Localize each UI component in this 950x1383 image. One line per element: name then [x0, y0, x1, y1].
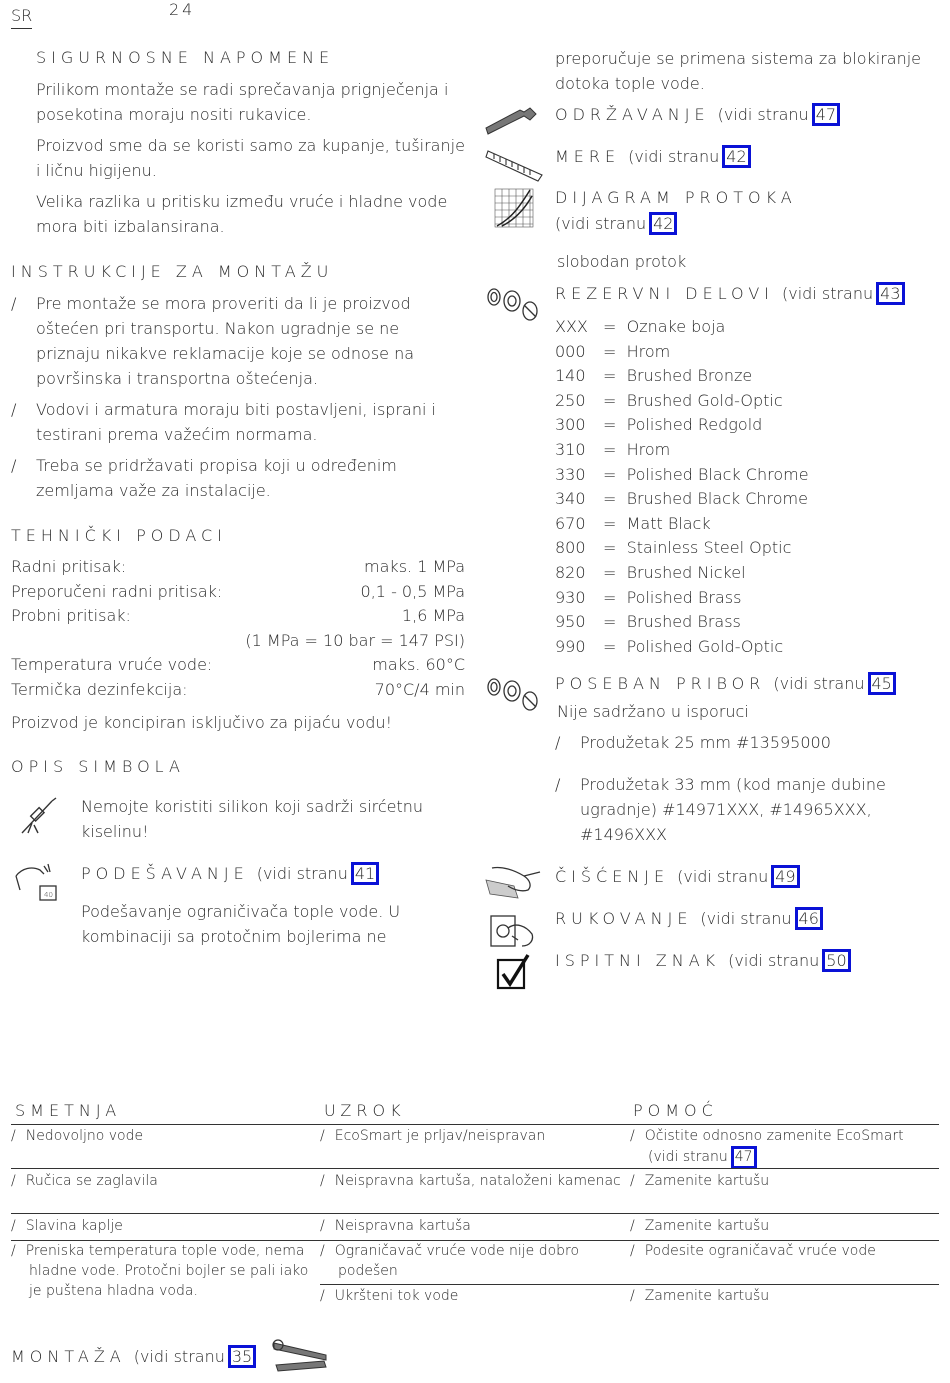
cause-cell: / Neispravna kartuša — [320, 1218, 471, 1234]
safety-list — [36, 77, 466, 239]
cause-cell: / Neispravna kartuša, nataloženi kamenac — [320, 1173, 621, 1189]
accessories-ref-text: (vidi stranu — [773, 674, 865, 693]
tech-label: Probni pritisak: — [11, 606, 131, 625]
fault-cell: / Slavina kaplje — [11, 1218, 123, 1234]
tech-row — [11, 580, 465, 605]
maintenance-page-link[interactable]: 47 — [812, 103, 840, 126]
cause-cell: / EcoSmart je prljav/neispravan — [320, 1128, 546, 1144]
adjust-text: Podešavanje ograničivača tople vode. U kombinaciji sa protočnim bojlerima ne — [81, 902, 401, 946]
tech-value: 70°C/4 min — [374, 679, 465, 699]
color-row: 950 = Brushed Brass — [555, 612, 741, 632]
flow-title: DIJAGRAM PROTOKA — [555, 188, 797, 207]
safety-item: Velika razlika u pritisku između vruće i hladne vode mora biti izbalansirana. — [36, 192, 448, 236]
column-header-fault: SMETNJA — [15, 1101, 122, 1120]
spare-parts-icon — [484, 283, 544, 323]
test-page-link[interactable]: 50 — [822, 949, 850, 972]
maintenance-heading — [555, 103, 840, 126]
handling-title: RUKOVANJE — [555, 909, 693, 928]
adjust-text-right — [555, 46, 925, 96]
maintenance-title: ODRŽAVANJE — [555, 105, 710, 124]
adjust-heading — [81, 862, 379, 885]
tech-value: maks. 1 MPa — [364, 557, 465, 576]
help-cell: / Zamenite kartušu — [630, 1288, 770, 1304]
tech-label: Temperatura vruće vode: — [11, 655, 213, 674]
help-cell: / Zamenite kartušu — [630, 1218, 770, 1234]
adjust-title: PODEŠAVANJE — [81, 864, 249, 883]
tech-row — [11, 678, 465, 703]
table-divider — [11, 1168, 939, 1169]
dimensions-heading — [555, 145, 751, 168]
silicone-gun-icon — [18, 797, 58, 837]
spare-page-link[interactable]: 43 — [876, 282, 904, 305]
handling-ref-text: (vidi stranu — [700, 909, 792, 928]
cleaning-heading — [555, 865, 800, 888]
flow-diagram-icon — [494, 188, 534, 228]
install-item: Pre montaže se mora proveriti da li je proizvod oštećen pri transportu. Nakon ugradnje se ne priznaju nikakve reklamacije koje se odnose na površinska i transportna oštećenja. — [36, 294, 415, 388]
color-row: 250 = Brushed Gold-Optic — [555, 390, 783, 410]
ruler-icon — [486, 145, 544, 181]
color-code-list — [555, 315, 915, 659]
handling-page-link[interactable]: 46 — [795, 907, 823, 930]
adjust-text-left — [81, 899, 426, 949]
tech-row — [11, 555, 465, 580]
help-cell: / Podesite ograničavač vruće vode — [630, 1243, 876, 1259]
flow-heading — [555, 187, 797, 236]
cleaning-hand-icon — [484, 862, 544, 902]
adjust-text-continued: preporučuje se primena sistema za blokiranje dotoka tople vode. — [555, 49, 922, 93]
svg-text:40: 40 — [44, 891, 53, 899]
table-divider — [11, 1213, 939, 1214]
language-code: SR — [11, 5, 32, 29]
color-row: 310 = Hrom — [555, 439, 671, 459]
install-list — [11, 291, 466, 503]
silicone-warning — [81, 794, 441, 844]
fault-cell: / Preniska temperatura tople vode, nema hladne vode. Protočni bojler se pali iako je puštena hladna voda. — [11, 1243, 309, 1299]
maintenance-ref-text: (vidi stranu — [717, 105, 809, 124]
accessories-icon — [484, 673, 544, 713]
accessories-subtitle: Nije sadržano u isporuci — [557, 702, 749, 721]
cleaning-title: ČIŠĆENJE — [555, 867, 670, 886]
slash-bullet: / — [555, 775, 561, 794]
slash-bullet: / — [11, 294, 17, 313]
flow-page-link[interactable]: 42 — [649, 212, 677, 235]
list-item — [555, 772, 895, 847]
tech-value: (1 MPa = 10 bar = 147 PSI) — [245, 630, 465, 650]
spare-heading — [555, 282, 905, 305]
color-row: 140 = Brushed Bronze — [555, 366, 753, 386]
drinking-water-note: Proizvod je koncipiran isključivo za pijaću vodu! — [11, 713, 392, 732]
color-row: 000 = Hrom — [555, 341, 671, 361]
dimensions-ref-text: (vidi stranu — [628, 147, 720, 166]
color-row: 990 = Polished Gold-Optic — [555, 636, 784, 656]
checkmark-icon — [496, 954, 530, 990]
slash-bullet: / — [11, 456, 17, 475]
safety-item: Proizvod sme da se koristi samo za kupanje, tuširanje i ličnu higijenu. — [36, 136, 465, 180]
cleaning-page-link[interactable]: 49 — [771, 865, 799, 888]
color-row: 330 = Polished Black Chrome — [555, 464, 809, 484]
tech-label: Radni pritisak: — [11, 557, 127, 576]
mount-page-link[interactable]: 35 — [228, 1345, 256, 1368]
cause-cell: / Ograničavač vruće vode nije dobro podešen — [320, 1243, 580, 1279]
tech-value: 1,6 MPa — [401, 606, 465, 625]
page-number: 24 — [169, 0, 196, 19]
install-item: Vodovi i armatura moraju biti postavljeni, isprani i testirani prema važećim normama. — [36, 400, 436, 444]
list-item — [11, 291, 466, 391]
safety-title: SIGURNOSNE NAPOMENE — [36, 48, 335, 67]
cleaning-ref-text: (vidi stranu — [677, 867, 769, 886]
mount-heading — [11, 1345, 256, 1368]
adjust-page-link[interactable]: 41 — [351, 862, 379, 885]
color-row: 820 = Brushed Nickel — [555, 562, 746, 582]
fault-cell: / Nedovoljno vode — [11, 1128, 144, 1144]
slash-bullet: / — [11, 400, 17, 419]
cause-cell: / Ukršteni tok vode — [320, 1288, 459, 1304]
tech-row — [11, 653, 465, 678]
handling-hand-icon — [488, 906, 538, 950]
temperature-adjust-icon — [14, 860, 60, 904]
color-row: 930 = Polished Brass — [555, 587, 742, 607]
install-title: INSTRUKCIJE ZA MONTAŽU — [11, 262, 334, 281]
accessories-heading — [555, 672, 896, 695]
wrench-icon — [484, 100, 544, 140]
table-divider — [11, 1124, 939, 1125]
install-item: Treba se pridržavati propisa koji u određenim zemljama važe za instalacije. — [36, 456, 397, 500]
column-header-help: POMOĆ — [633, 1101, 718, 1120]
tech-value: 0,1 - 0,5 MPa — [360, 581, 465, 601]
table-divider — [320, 1284, 939, 1285]
list-item — [11, 397, 466, 447]
mount-title: MONTAŽA — [11, 1347, 126, 1366]
accessory-item: Produžetak 25 mm #13595000 — [580, 733, 831, 752]
help-page-link[interactable]: 47 — [731, 1146, 757, 1169]
free-flow-label: slobodan protok — [557, 252, 687, 271]
tech-title: TEHNIČKI PODACI — [11, 526, 227, 545]
adjust-ref-text: (vidi stranu — [256, 864, 348, 883]
tech-table — [11, 555, 465, 702]
test-heading — [555, 949, 851, 972]
accessories-page-link[interactable]: 45 — [868, 672, 896, 695]
help-cell: / Očistite odnosno zamenite EcoSmart (vidi stranu 47 — [630, 1126, 940, 1169]
tech-label: Preporučeni radni pritisak: — [11, 581, 223, 601]
color-row: XXX = Oznake boja — [555, 317, 726, 336]
slash-bullet: / — [555, 733, 561, 752]
color-row: 670 = Matt Black — [555, 513, 711, 533]
color-row: 800 = Stainless Steel Optic — [555, 538, 792, 558]
fault-cell: / Ručica se zaglavila — [11, 1173, 158, 1189]
mount-ref-text: (vidi stranu — [133, 1347, 225, 1366]
list-item — [11, 453, 466, 503]
silicone-text: Nemojte koristiti silikon koji sadrži sirćetnu kiselinu! — [81, 797, 424, 841]
test-ref-text: (vidi stranu — [728, 951, 820, 970]
flow-ref-text: (vidi stranu — [555, 214, 647, 233]
tech-row — [11, 629, 465, 654]
tech-label: Termička dezinfekcija: — [11, 679, 188, 699]
accessories-title: POSEBAN PRIBOR — [555, 674, 766, 693]
spare-ref-text: (vidi stranu — [782, 284, 874, 303]
color-row: 340 = Brushed Black Chrome — [555, 489, 808, 509]
safety-item: Prilikom montaže se radi sprečavanja prignječenja i posekotina moraju nositi rukavice. — [36, 80, 449, 124]
dimensions-title: MERE — [555, 147, 621, 166]
tools-icon — [270, 1335, 332, 1375]
list-item — [555, 730, 895, 755]
accessory-item: Produžetak 33 mm (kod manje dubine ugradnje) #14971XXX, #14965XXX, #1496XXX — [580, 775, 886, 844]
dimensions-page-link[interactable]: 42 — [722, 145, 750, 168]
handling-heading — [555, 907, 823, 930]
color-row: 300 = Polished Redgold — [555, 415, 763, 435]
column-header-cause: UZROK — [324, 1101, 406, 1120]
accessories-list — [555, 730, 895, 847]
test-title: ISPITNI ZNAK — [555, 951, 721, 970]
tech-row — [11, 604, 465, 629]
tech-value: maks. 60°C — [372, 655, 465, 674]
symbols-title: OPIS SIMBOLA — [11, 757, 185, 776]
help-cell: / Zamenite kartušu — [630, 1173, 770, 1189]
spare-title: REZERVNI DELOVI — [555, 284, 775, 303]
